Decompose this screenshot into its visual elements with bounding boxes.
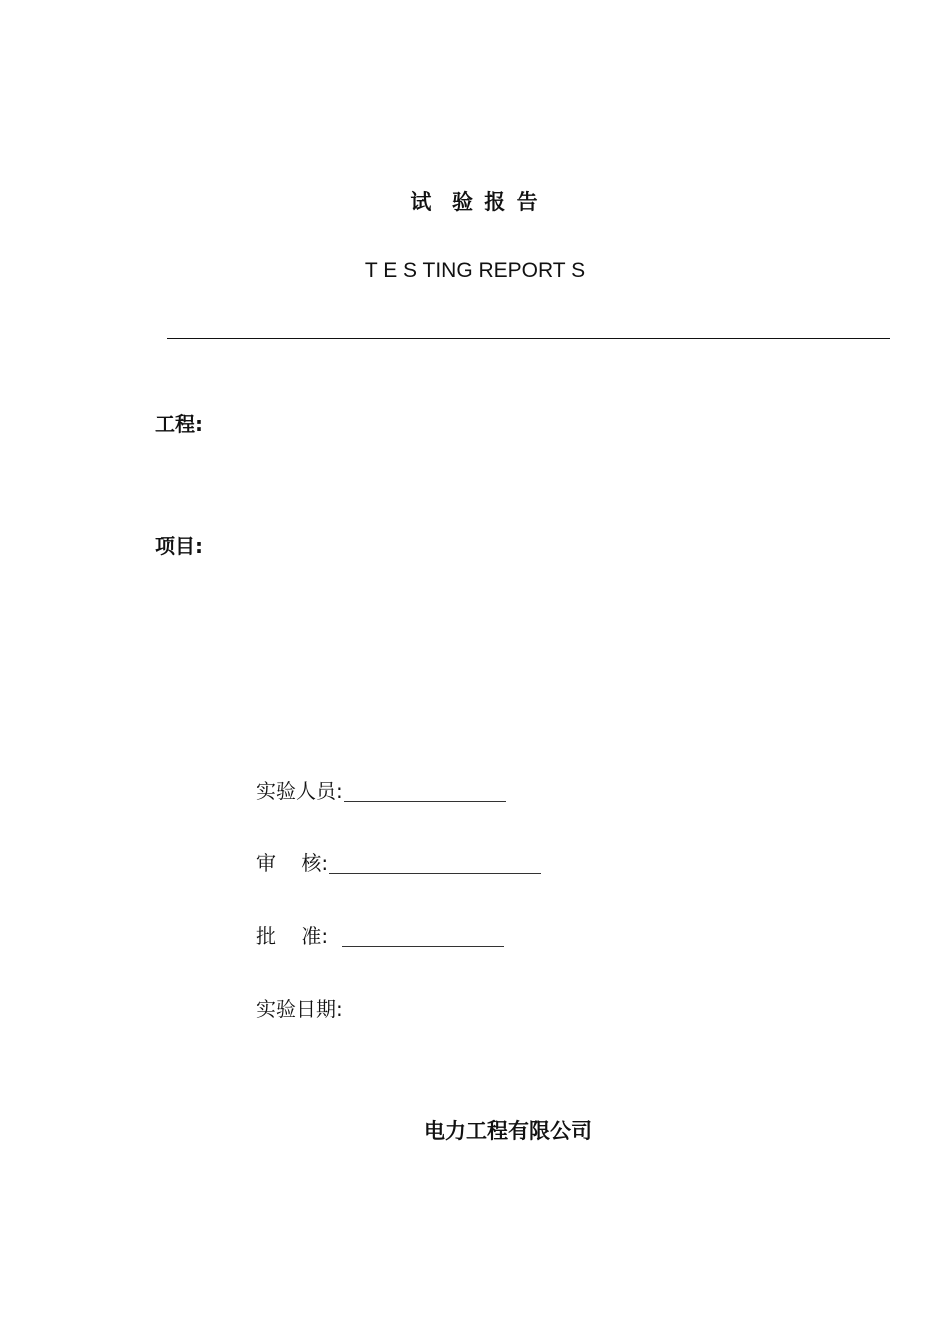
approver-signature-row: [256, 920, 504, 949]
reviewer-label: 审 核:: [256, 851, 329, 875]
reviewer-signature-row: [256, 847, 541, 876]
tester-signature-row: [256, 775, 506, 804]
company-name: 电力工程有限公司: [424, 1119, 592, 1143]
project-label: 工程:: [155, 412, 203, 436]
tester-signature-line: [344, 800, 506, 802]
approver-signature-line: [342, 945, 504, 947]
test-date-row: [256, 993, 343, 1022]
title-divider-line: [167, 338, 890, 339]
report-title-chinese: 试 验 报 告: [410, 190, 540, 214]
approver-label: 批 准:: [256, 924, 329, 948]
reviewer-signature-line: [329, 872, 541, 874]
item-label: 项目:: [155, 534, 203, 558]
test-date-label: 实验日期:: [256, 997, 343, 1021]
report-title-english: T E S TING REPORT S: [364, 259, 586, 282]
tester-label: 实验人员:: [256, 779, 343, 803]
